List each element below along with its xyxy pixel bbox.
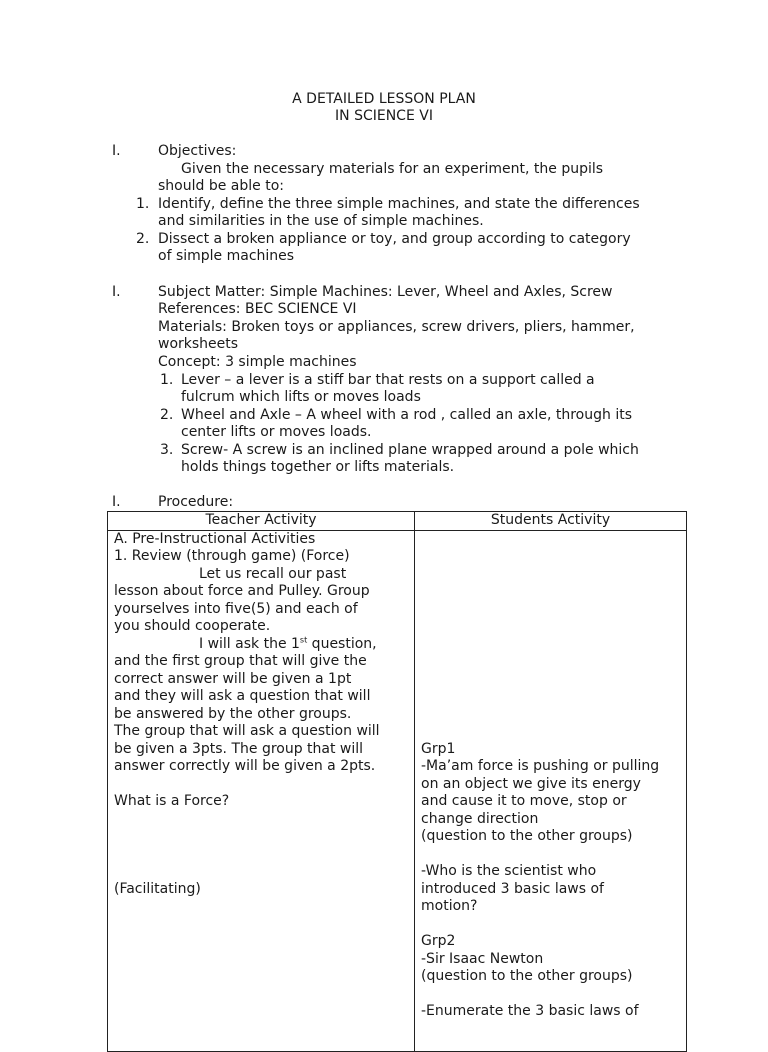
section-numeral: I. (112, 284, 121, 300)
students-activity-cell (415, 530, 687, 1051)
list-number: 2. (160, 407, 174, 423)
teacher-text: lesson about force and Pulley. Group (114, 583, 370, 599)
procedure-heading: Procedure: (158, 494, 234, 510)
objectives-heading: Objectives: (158, 143, 237, 159)
section-numeral: I. (112, 494, 121, 510)
ordinal-suffix: st (299, 634, 308, 644)
teacher-text: yourselves into five(5) and each of (114, 600, 358, 617)
list-item: center lifts or moves loads. (181, 424, 372, 440)
list-item: Wheel and Axle – A wheel with a rod , called an axle, through its (181, 407, 632, 423)
table-header-row (108, 512, 687, 531)
group-label: Grp2 (421, 933, 456, 949)
student-note: (question to the other groups) (421, 968, 633, 984)
activity-section-heading: A. Pre-Instructional Activities (114, 530, 316, 547)
document-title-line1: A DETAILED LESSON PLAN (292, 91, 476, 107)
materials-line: Materials: Broken toys or appliances, screw drivers, pliers, hammer, (158, 319, 635, 335)
objectives-intro: should be able to: (158, 178, 284, 194)
student-text: -Enumerate the 3 basic laws of (421, 1003, 639, 1019)
section-numeral: I. (112, 143, 121, 159)
teacher-text: and they will ask a question that will (114, 688, 371, 704)
student-text: and cause it to move, stop or (421, 793, 627, 809)
column-header-teacher: Teacher Activity (108, 512, 415, 531)
list-number: 1. (136, 196, 150, 212)
objectives-intro: Given the necessary materials for an experiment, the pupils (181, 161, 604, 177)
teacher-text: you should cooperate. (114, 618, 271, 634)
teacher-activity-cell (108, 530, 415, 1051)
list-item: Identify, define the three simple machines, and state the differences (158, 196, 640, 212)
list-item: and similarities in the use of simple machines. (158, 213, 484, 229)
list-item: fulcrum which lifts or moves loads (181, 389, 421, 405)
column-header-students: Students Activity (415, 512, 687, 531)
teacher-text: answer correctly will be given a 2pts. (114, 758, 376, 774)
student-text: motion? (421, 898, 478, 914)
teacher-question: What is a Force? (114, 793, 230, 809)
list-item: Dissect a broken appliance or toy, and group according to category (158, 231, 631, 247)
list-item: Screw- A screw is an inclined plane wrapped around a pole which (181, 442, 639, 458)
procedure-table (107, 511, 687, 1052)
teacher-text: be answered by the other groups. (114, 705, 352, 722)
table-row (108, 530, 687, 1051)
student-text: -Ma’am force is pushing or pulling (421, 758, 660, 774)
teacher-text: correct answer will be given a 1pt (114, 670, 352, 687)
teacher-text-part: I will ask the 1 (199, 635, 300, 652)
teacher-text: Let us recall our past (199, 565, 347, 582)
list-item: Lever – a lever is a stiff bar that rests on a support called a (181, 372, 595, 388)
list-number: 2. (136, 231, 150, 247)
student-text: -Who is the scientist who (421, 863, 597, 879)
document-title-line2: IN SCIENCE VI (335, 108, 433, 124)
group-label: Grp1 (421, 740, 456, 757)
subject-line: Subject Matter: Simple Machines: Lever, Wheel and Axles, Screw (158, 284, 613, 300)
teacher-text: and the first group that will give the (114, 653, 367, 669)
student-text: -Sir Isaac Newton (421, 950, 544, 967)
references-line: References: BEC SCIENCE VI (158, 301, 357, 317)
student-text: change direction (421, 810, 539, 827)
student-text: on an object we give its energy (421, 775, 641, 792)
student-note: (question to the other groups) (421, 828, 633, 844)
list-number: 3. (160, 442, 174, 458)
list-item: of simple machines (158, 248, 295, 264)
teacher-note: (Facilitating) (114, 880, 201, 897)
list-item: holds things together or lifts materials. (181, 459, 455, 475)
teacher-text: be given a 3pts. The group that will (114, 740, 364, 757)
review-line: 1. Review (through game) (Force) (114, 548, 350, 564)
concept-line: Concept: 3 simple machines (158, 354, 357, 370)
list-number: 1. (160, 372, 174, 388)
student-text: introduced 3 basic laws of (421, 880, 604, 897)
teacher-text (114, 636, 408, 654)
teacher-text-part: question, (307, 635, 377, 652)
materials-line: worksheets (158, 336, 239, 352)
teacher-text: The group that will ask a question will (114, 723, 380, 739)
